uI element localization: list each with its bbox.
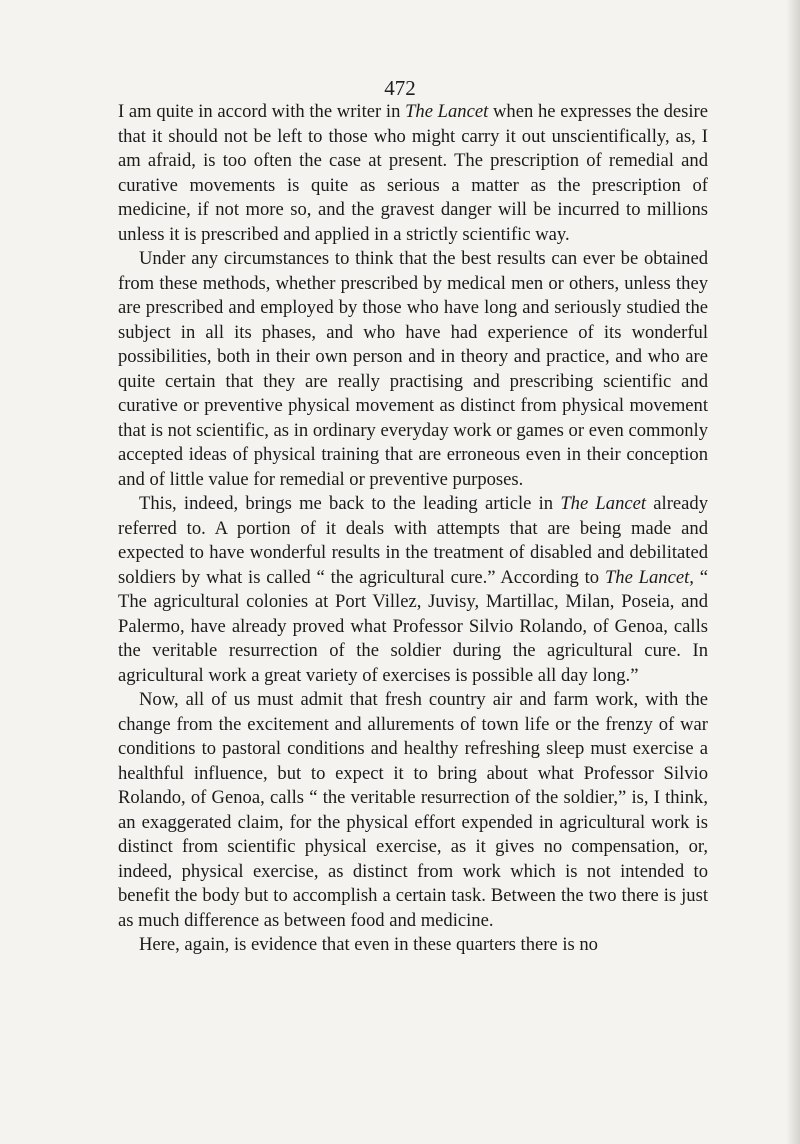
page-number: 472 — [384, 76, 416, 100]
paragraph-1-text-a: I am quite in accord with the writer in — [118, 101, 406, 122]
journal-title-italic: The Lancet, — [604, 566, 694, 588]
paragraph-3 — [118, 492, 708, 688]
paragraph-4-text: Now, all of us must admit that fresh country air and farm work, with the change from the excitement and allurements of town life or the frenzy of war conditions to pastoral conditions and healthy refreshing sleep must exercise a healthful influence, but to expect it to bring about what Professor Silvio Rolando, of Genoa, calls “ the veritable resurrection of the soldier,” is, I think, an exaggerated claim, for the physical effort expended in agricultural work is distinct from scientific physical exercise, as it gives no compensation, or, indeed, physical exercise, as distinct from work which is not intended to benefit the body but to accomplish a certain task. Between the two there is just as much difference as between food and medicine. — [118, 689, 708, 931]
paragraph-4 — [118, 688, 708, 933]
paragraph-5 — [118, 933, 708, 958]
paragraph-5-text: Here, again, is evidence that even in these quarters there is no — [139, 934, 598, 955]
paragraph-2-text: Under any circumstances to think that the best results can ever be obtained from these methods, whether prescribed by medical men or others, unless they are prescribed and employed by those who have long and seriously studied the subject in all its phases, and who have had experience of its wonderful possibilities, both in their own person and in theory and practice, and who are quite certain that they are really practising and prescribing scientific and curative or preventive physical movement as distinct from physical movement that is not scientific, as in ordinary everyday work or games or even commonly accepted ideas of physical training that are erroneous even in their conception and of little value for remedial or preventive purposes. — [118, 248, 708, 490]
paragraph-3-text-e: “ The agricultural colonies at Port Villez, Juvisy, Martillac, Milan, Poseia, and Palermo, have already proved what Professor Silvio Rolando, of Genoa, calls the veritable resurrection of the soldier during the agricultural cure. In agricultural work a great variety of exercises is possible all day long.” — [118, 566, 709, 686]
paragraph-1-text-c: when he expresses the desire that it should not be left to those who might carry it out unscientifically, as, I am afraid, is too often the case at present. The prescription of remedial and curative movements is quite as serious a matter as the prescription of medicine, if not more so, and the gravest danger will be incurred to millions unless it is prescribed and applied in a strictly scientific way. — [118, 101, 708, 245]
paragraph-3-text-c: already referred to. A portion of it deals with attempts that are being made and expected to have wonderful results in the treatment of disabled and debilitated soldiers by what is called “ the agricultural cure.” According to — [118, 493, 708, 588]
paragraph-3-text-a: This, indeed, brings me back to the leading article in — [139, 493, 561, 514]
body-text — [118, 100, 708, 958]
journal-title-italic: The Lancet — [560, 493, 647, 514]
paragraph-2 — [118, 247, 708, 492]
paragraph-1 — [118, 100, 708, 247]
journal-title-italic: The Lancet — [405, 101, 489, 122]
page-edge-shadow — [786, 0, 800, 1144]
